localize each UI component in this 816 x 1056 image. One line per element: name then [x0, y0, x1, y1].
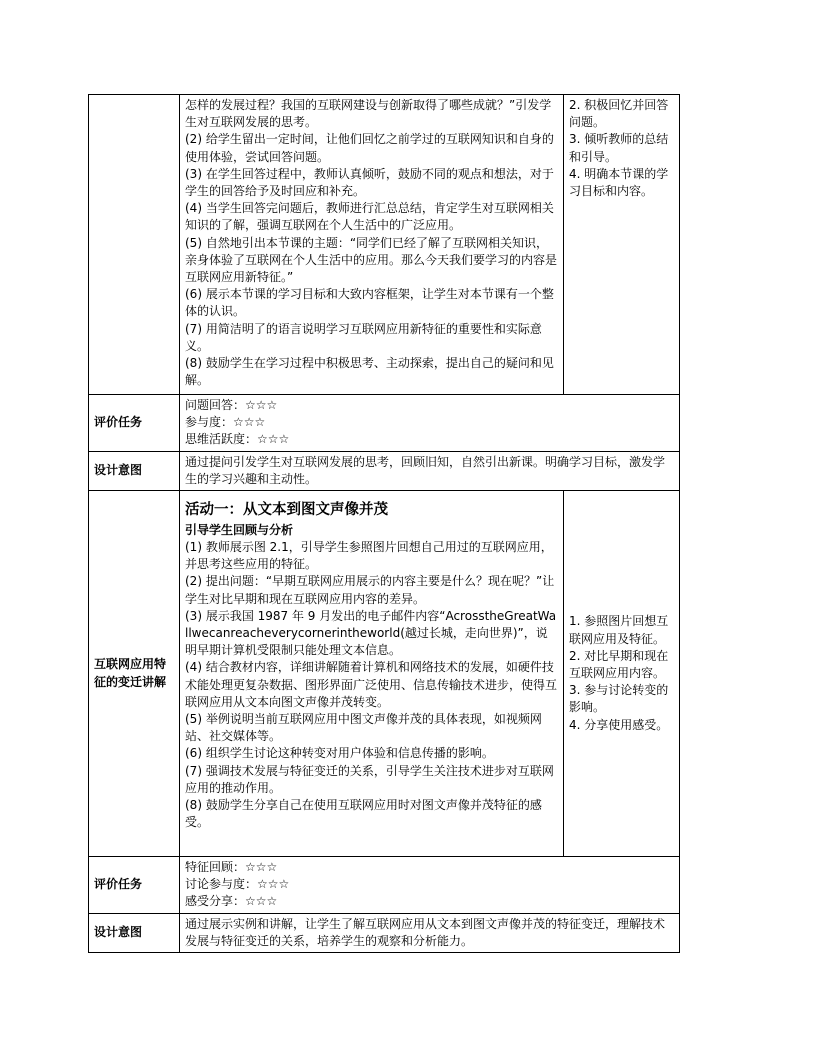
activity-subhead: 引导学生回顾与分析	[185, 523, 294, 538]
evaluation-cell	[180, 857, 680, 914]
activity-content-cell	[180, 95, 564, 395]
paragraph: (6) 组织学生讨论这种转变对用户体验和信息传播的影响。	[185, 746, 494, 761]
lesson-plan-table	[88, 94, 680, 953]
evaluation-cell	[180, 395, 680, 452]
student-activity-item: 2. 积极回忆并回答问题。	[569, 98, 669, 130]
design-intent-label: 设计意图	[89, 451, 180, 490]
design-intent-cell	[180, 451, 680, 490]
activity-content-cell	[180, 491, 564, 857]
design-intent-text: 通过提问引发学生对互联网发展的思考，回顾旧知，自然引出新课。明确学习目标，激发学生的学习兴趣和主动性。	[185, 454, 666, 486]
evaluation-label: 评价任务	[89, 395, 180, 452]
paragraph: (8) 鼓励学生分享自己在使用互联网应用时对图文声像并茂特征的感受。	[185, 798, 542, 830]
student-activity-item: 1. 参照图片回想互联网应用及特征。	[569, 614, 669, 646]
evaluation-item: 问题回答：☆☆☆	[185, 398, 278, 412]
paragraph: (3) 在学生回答过程中，教师认真倾听，鼓励不同的观点和想法，对于学生的回答给予及时回应和补充。	[185, 166, 554, 199]
paragraph: (4) 结合教材内容，详细讲解随着计算机和网络技术的发展，如硬件技术能处理更复杂数据、图形界面广泛使用、信息传输技术进步，使得互联网应用从文本向图文声像并茂转变。	[185, 660, 558, 709]
evaluation-item: 讨论参与度：☆☆☆	[185, 877, 290, 892]
design-intent-text: 通过展示实例和讲解，让学生了解互联网应用从文本到图文声像并茂的特征变迁，理解技术发展与特征变迁的关系，培养学生的观察和分析能力。	[185, 916, 666, 948]
section-label: 互联网应用特征的变迁讲解	[89, 491, 180, 857]
evaluation-item: 思维活跃度：☆☆☆	[185, 432, 290, 447]
paragraph: (5) 举例说明当前互联网应用中图文声像并茂的具体表现，如视频网站、社交媒体等。	[185, 712, 542, 744]
paragraph: (3) 展示我国 1987 年 9 月发出的电子邮件内容“AcrosstheGreatWallwecanreacheverycornerintheworld(越过长城，走向世界)”，说明早期计算机受限制只能处理文本信息。	[185, 608, 557, 658]
paragraph: (8) 鼓励学生在学习过程中积极思考、主动探索，提出自己的疑问和见解。	[185, 356, 554, 388]
design-intent-label: 设计意图	[89, 913, 180, 952]
student-activity-item: 4. 明确本节课的学习目标和内容。	[569, 166, 669, 199]
evaluation-item: 感受分享：☆☆☆	[185, 894, 278, 909]
table-row	[89, 491, 680, 857]
paragraph: (7) 强调技术发展与特征变迁的关系，引导学生关注技术进步对互联网应用的推动作用。	[185, 763, 554, 795]
paragraph: 怎样的发展过程？我国的互联网建设与创新取得了哪些成就？”引发学生对互联网发展的思考。	[185, 98, 552, 130]
student-activity-item: 2. 对比早期和现在互联网应用内容。	[569, 648, 669, 680]
empty-label-cell	[89, 95, 180, 395]
paragraph: (1) 教师展示图 2.1，引导学生参照图片回想自己用过的互联网应用，并思考这些应用的特征。	[185, 540, 553, 572]
evaluation-item: 参与度：☆☆☆	[185, 415, 266, 430]
paragraph: (5) 自然地引出本节课的主题：“同学们已经了解了互联网相关知识，亲身体验了互联网在个人生活中的应用。那么今天我们要学习的内容是互联网应用新特征。”	[185, 235, 558, 285]
evaluation-item: 特征回顾：☆☆☆	[185, 860, 278, 875]
paragraph: (2) 提出问题：“早期互联网应用展示的内容主要是什么？现在呢？”让学生对比早期和现在互联网应用内容的差异。	[185, 574, 555, 606]
student-activity-cell	[564, 95, 680, 395]
student-activity-item: 3. 倾听教师的总结和引导。	[569, 132, 669, 164]
evaluation-label: 评价任务	[89, 857, 180, 914]
paragraph: (6) 展示本节课的学习目标和大致内容框架，让学生对本节课有一个整体的认识。	[185, 287, 554, 319]
student-activity-cell	[564, 491, 680, 857]
student-activity-item: 3. 参与讨论转变的影响。	[569, 683, 669, 715]
table-row	[89, 395, 680, 452]
table-row	[89, 857, 680, 914]
table-row	[89, 913, 680, 952]
design-intent-cell	[180, 913, 680, 952]
paragraph: (7) 用简洁明了的语言说明学习互联网应用新特征的重要性和实际意义。	[185, 321, 542, 353]
table-row	[89, 451, 680, 490]
paragraph: (4) 当学生回答完问题后，教师进行汇总总结，肯定学生对互联网相关知识的了解，强调互联网在个人生活中的广泛应用。	[185, 201, 554, 233]
paragraph: (2) 给学生留出一定时间，让他们回忆之前学过的互联网知识和自身的使用体验，尝试回答问题。	[185, 132, 554, 164]
table-row	[89, 95, 680, 395]
activity-title: 活动一：从文本到图文声像并茂	[185, 501, 388, 519]
student-activity-item: 4. 分享使用感受。	[569, 717, 669, 732]
